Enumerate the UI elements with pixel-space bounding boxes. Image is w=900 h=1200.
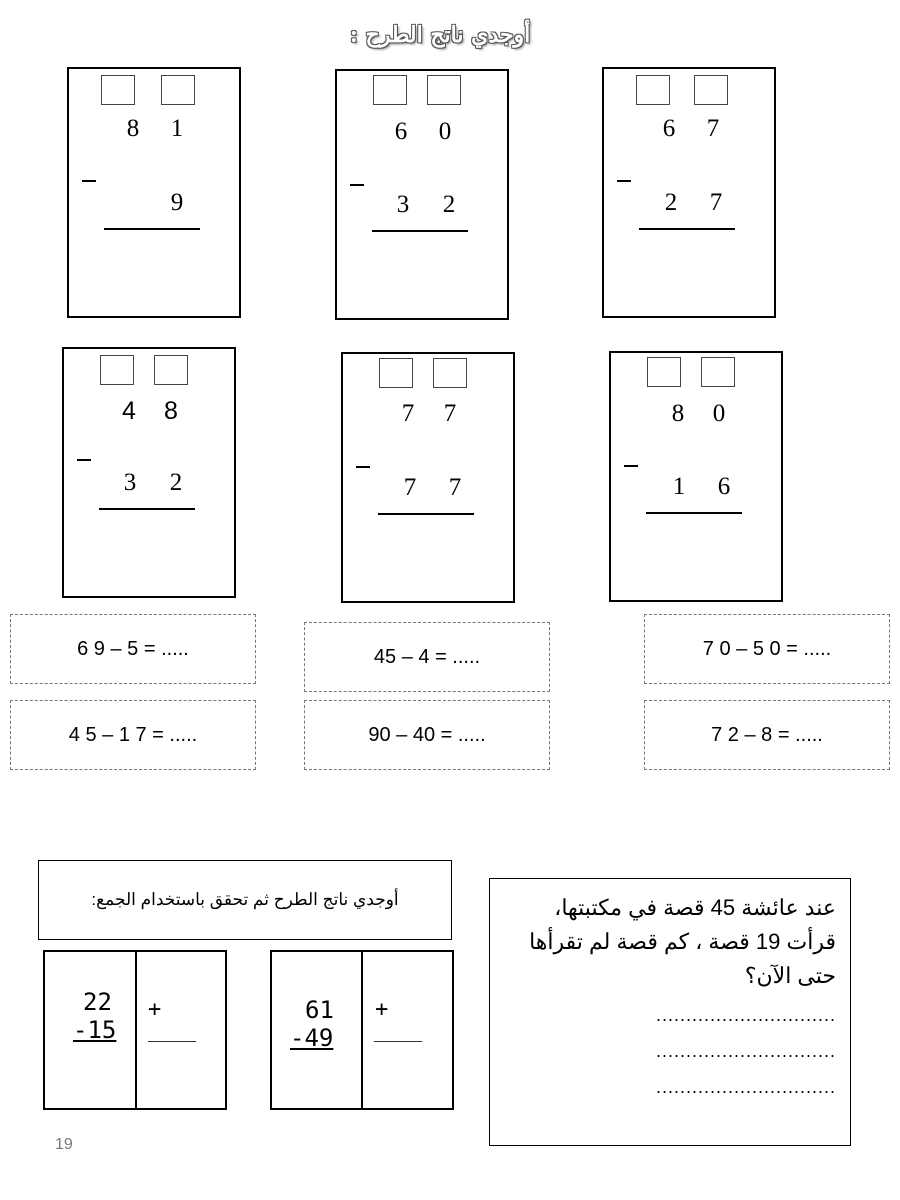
equation-box-5[interactable]: 90 – 40 = ..... [304, 700, 550, 770]
answer-line [104, 228, 200, 230]
answer-line-2[interactable]: .............................. [655, 1041, 836, 1061]
word-problem-text: عند عائشة 45 قصة في مكتبتها، قرأت 19 قصة ، كم قصة لم تقرأها حتى الآن؟ [529, 895, 836, 988]
page-number: 19 [55, 1136, 73, 1153]
subtraction-card-4 [62, 347, 236, 598]
equation-box-4[interactable]: 4 5 – 1 7 = ..... [10, 700, 256, 770]
minus-sign [77, 459, 91, 461]
minuend-ones: 1 [170, 115, 184, 142]
answer-box-ones[interactable] [161, 75, 195, 105]
check-answer-blank[interactable]: ____ [148, 1018, 197, 1042]
minuend-tens: 6 [394, 118, 408, 145]
check-box-1 [43, 950, 227, 1110]
minuend-ones: 7 [443, 400, 457, 427]
equation-box-2[interactable]: 45 – 4 = ..... [304, 622, 550, 692]
minuend-tens: 7 [401, 400, 415, 427]
answer-line-3[interactable]: .............................. [655, 1077, 836, 1097]
minuend-tens: 8 [671, 400, 685, 427]
check-subtrahend: -49 [290, 1024, 334, 1052]
subtraction-card-5 [341, 352, 515, 603]
minuend-tens: 6 [662, 115, 676, 142]
instruction-box: أوجدي ناتج الطرح ثم تحقق باستخدام الجمع: [38, 860, 452, 940]
minuend-ones: 0 [438, 118, 452, 145]
check-plus: + [375, 997, 389, 1022]
answer-box-tens[interactable] [647, 357, 681, 387]
answer-line [372, 230, 468, 232]
answer-line [639, 228, 735, 230]
page-title: أوجدي ناتج الطرح : [349, 22, 531, 48]
minuend-ones: 0 [712, 400, 726, 427]
subtraction-card-3 [602, 67, 776, 318]
check-answer-blank[interactable]: ____ [374, 1018, 423, 1042]
minuend-tens: 8 [126, 115, 140, 142]
subtraction-card-6 [609, 351, 783, 602]
minus-sign [350, 184, 364, 186]
answer-box-tens[interactable] [100, 355, 134, 385]
check-divider [135, 952, 137, 1108]
answer-box-tens[interactable] [379, 358, 413, 388]
subtrahend-tens: 3 [396, 191, 410, 218]
subtraction-card-1 [67, 67, 241, 318]
check-box-2 [270, 950, 454, 1110]
minuend-ones: 8 [164, 397, 178, 425]
answer-line-1[interactable]: .............................. [655, 1005, 836, 1025]
equation-box-1[interactable]: 6 9 – 5 = ..... [10, 614, 256, 684]
answer-line [378, 513, 474, 515]
minus-sign [624, 465, 638, 467]
equation-box-6[interactable]: 7 2 – 8 = ..... [644, 700, 890, 770]
subtrahend-tens: 1 [672, 473, 686, 500]
minuend-ones: 7 [706, 115, 720, 142]
minus-sign [356, 466, 370, 468]
minus-sign [82, 180, 96, 182]
minus-sign [617, 180, 631, 182]
check-plus: + [148, 997, 162, 1022]
subtrahend-tens: 2 [664, 189, 678, 216]
answer-box-ones[interactable] [433, 358, 467, 388]
answer-line [99, 508, 195, 510]
subtrahend-ones: 2 [169, 469, 183, 496]
subtrahend-ones: 7 [709, 189, 723, 216]
answer-box-ones[interactable] [694, 75, 728, 105]
answer-line [646, 512, 742, 514]
minuend-tens: 4 [122, 397, 136, 425]
answer-box-ones[interactable] [701, 357, 735, 387]
answer-box-ones[interactable] [427, 75, 461, 105]
equation-box-3[interactable]: 7 0 – 5 0 = ..... [644, 614, 890, 684]
subtrahend-ones: 9 [170, 189, 184, 216]
subtraction-card-2 [335, 69, 509, 320]
word-problem-box [489, 878, 851, 1146]
subtrahend-ones: 2 [442, 191, 456, 218]
answer-box-ones[interactable] [154, 355, 188, 385]
check-minuend: 22 [83, 988, 112, 1016]
answer-box-tens[interactable] [101, 75, 135, 105]
check-divider [361, 952, 363, 1108]
subtrahend-ones: 7 [448, 474, 462, 501]
check-minuend: 61 [305, 996, 334, 1024]
subtrahend-tens: 3 [123, 469, 137, 496]
answer-box-tens[interactable] [636, 75, 670, 105]
check-subtrahend: -15 [73, 1016, 117, 1044]
answer-box-tens[interactable] [373, 75, 407, 105]
subtrahend-ones: 6 [717, 473, 731, 500]
subtrahend-tens: 7 [403, 474, 417, 501]
